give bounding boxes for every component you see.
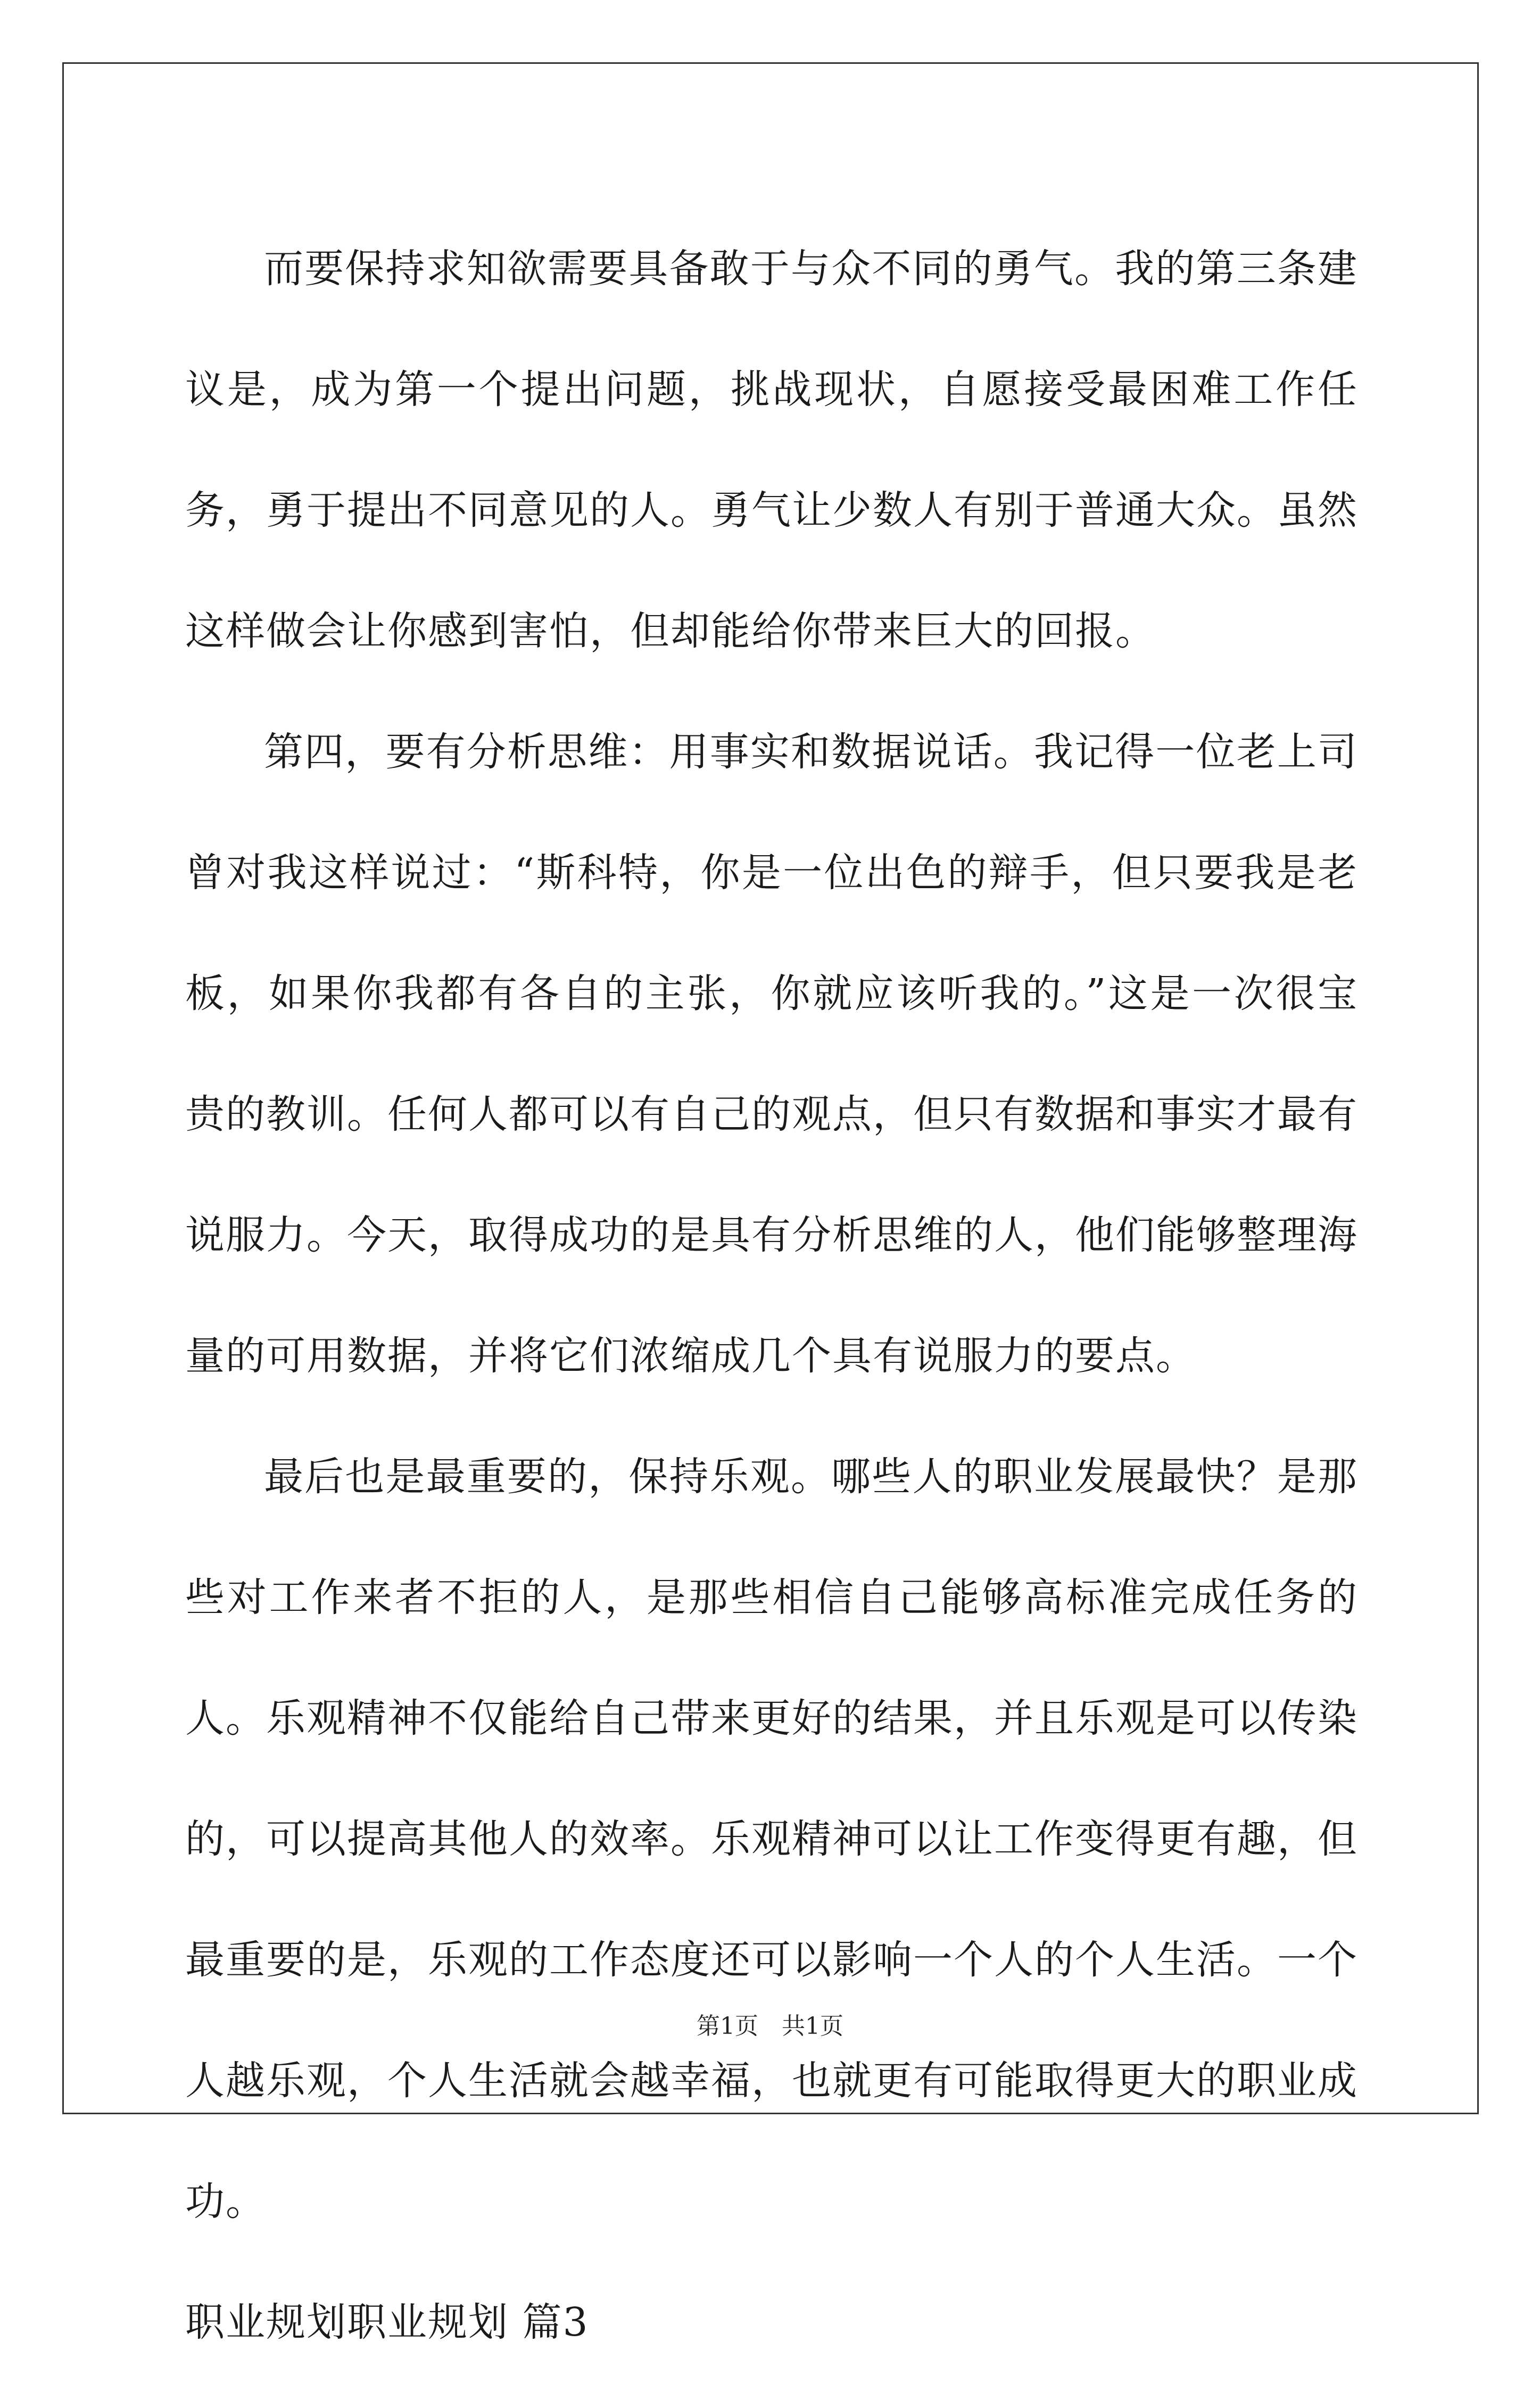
document-body <box>185 209 1358 2383</box>
section-heading: 职业规划职业规划 篇3 <box>185 2299 589 2345</box>
page-footer: 第1页 共1页 <box>697 2013 843 2040</box>
paragraph-courage: 而要保持求知欲需要具备敢于与众不同的勇气。我的第三条建议是，成为第一个提出问题，挑战现状，自愿接受最困难工作任务，勇于提出不同意见的人。勇气让少数人有别于普通大众。虽然这样做会让你感到害怕，但却能给你带来巨大的回报。 <box>185 246 1358 654</box>
paragraph-optimism: 最后也是最重要的，保持乐观。哪些人的职业发展最快？是那些对工作来者不拒的人，是那些相信自己能够高标准完成任务的人。乐观精神不仅能给自己带来更好的结果，并且乐观是可以传染的，可以提高其他人的效率。乐观精神可以让工作变得更有趣，但最重要的是，乐观的工作态度还可以影响一个人的个人生活。一个人越乐观，个人生活就会越幸福，也就更有可能取得更大的职业成功。 <box>185 1454 1358 2224</box>
paragraph-analytical-thinking: 第四，要有分析思维：用事实和数据说话。我记得一位老上司曾对我这样说过：“斯科特，你是一位出色的辩手，但只要我是老板，如果你我都有各自的主张，你就应该听我的。”这是一次很宝贵的教训。任何人都可以有自己的观点，但只有数据和事实才最有说服力。今天，取得成功的是具有分析思维的人，他们能够整理海量的可用数据，并将它们浓缩成几个具有说服力的要点。 <box>185 729 1358 1379</box>
